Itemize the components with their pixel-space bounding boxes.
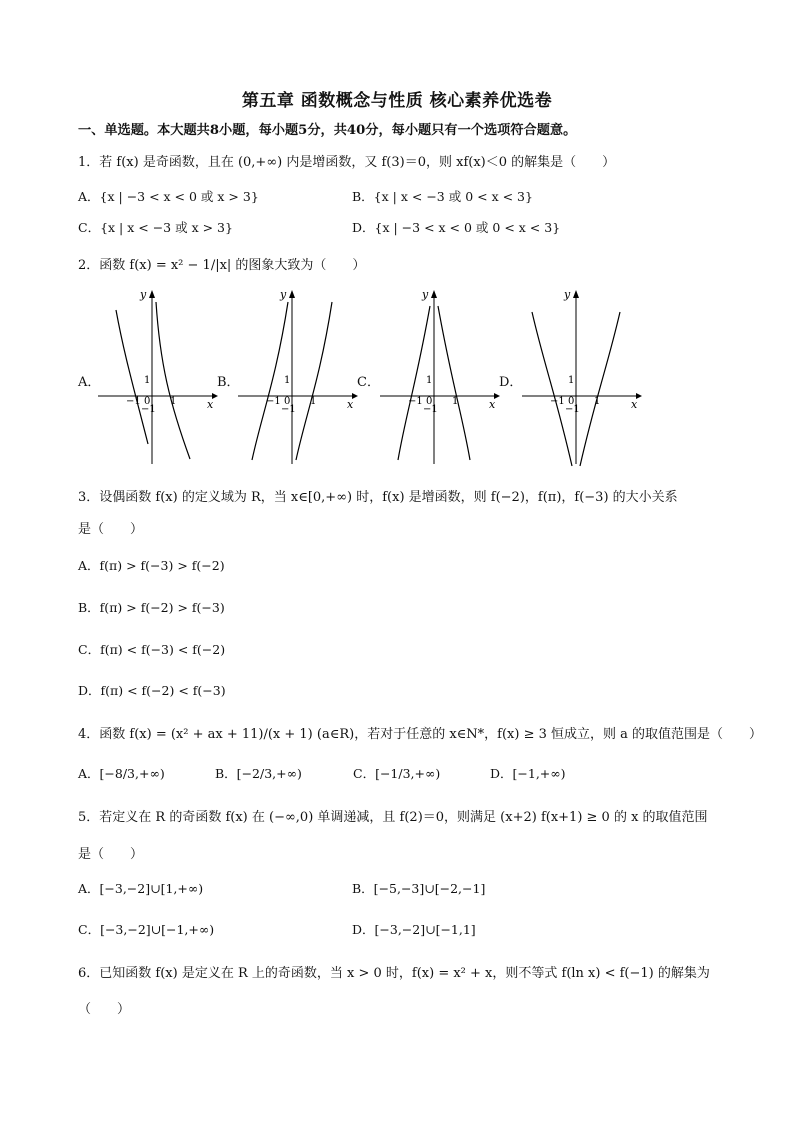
question-2-option-b[interactable]: B．: [217, 375, 240, 390]
question-3-stem-line2: 是（ ）: [78, 522, 144, 537]
tick-minus-one-x: −1: [550, 396, 565, 407]
x-axis-label: x: [631, 398, 638, 411]
question-3-option-d[interactable]: D．f(π) < f(−2) < f(−3): [78, 683, 226, 698]
question-1-option-c[interactable]: C．{x | x < −3 或 x > 3}: [78, 220, 233, 235]
tick-origin: 0: [426, 396, 433, 407]
question-2-stem: 2．函数 f(x) = x² − 1/|x| 的图象大致为（ ）: [78, 258, 366, 273]
y-axis-arrow-icon: [431, 290, 437, 298]
x-axis-label: x: [347, 398, 354, 411]
question-2-option-d[interactable]: D．: [499, 375, 523, 390]
tick-one-x: 1: [310, 396, 317, 407]
question-1-option-a[interactable]: A．{x | −3 < x < 0 或 x > 3}: [78, 189, 259, 204]
curve-right: [156, 302, 190, 459]
question-1-option-b[interactable]: B．{x | x < −3 或 0 < x < 3}: [352, 189, 533, 204]
graph-b[interactable]: [234, 284, 360, 470]
question-5-stem-line1: 5．若定义在 R 的奇函数 f(x) 在 (−∞,0) 单调递减，且 f(2)＝0，则满足 (x+2) f(x+1) ≥ 0 的 x 的取值范围: [78, 810, 708, 825]
graph-c[interactable]: [376, 284, 502, 470]
tick-one: 1: [144, 375, 151, 386]
curve-left: [532, 312, 575, 466]
question-3-stem-line1: 3．设偶函数 f(x) 的定义域为 R，当 x∈[0,+∞) 时，f(x) 是增函数，则 f(−2)，f(π)，f(−3) 的大小关系: [78, 490, 678, 505]
question-5-stem-line2: 是（ ）: [78, 847, 144, 862]
tick-minus-one-x: −1: [266, 396, 281, 407]
tick-one-x: 1: [170, 396, 177, 407]
y-axis-label: y: [564, 288, 571, 301]
tick-origin: 0: [284, 396, 291, 407]
question-5-option-d[interactable]: D．[−3,−2]∪[−1,1]: [352, 922, 476, 937]
graph-d[interactable]: [518, 284, 644, 470]
y-axis-label: y: [280, 288, 287, 301]
y-axis-label: y: [140, 288, 147, 301]
tick-minus-one-y: −1: [423, 404, 438, 415]
tick-origin: 0: [568, 396, 575, 407]
question-1-stem: 1．若 f(x) 是奇函数，且在 (0,+∞) 内是增函数，又 f(3)＝0，则 xf(x)＜0 的解集是（ ）: [78, 155, 616, 170]
tick-minus-one-y: −1: [565, 404, 580, 415]
question-5-option-c[interactable]: C．[−3,−2]∪[−1,+∞): [78, 922, 215, 937]
y-axis-arrow-icon: [289, 290, 295, 298]
tick-one: 1: [284, 375, 291, 386]
tick-one: 1: [568, 375, 575, 386]
tick-one: 1: [426, 375, 433, 386]
question-3-option-c[interactable]: C．f(π) < f(−3) < f(−2): [78, 642, 226, 657]
question-4-option-d[interactable]: D．[−1,+∞): [490, 766, 566, 781]
y-axis-label: y: [422, 288, 429, 301]
tick-minus-one-y: −1: [141, 404, 156, 415]
curve-right: [438, 306, 470, 460]
tick-minus-one-y: −1: [281, 404, 296, 415]
section-header: 一、单选题。本大题共8小题，每小题5分，共40分，每小题只有一个选项符合题意。: [78, 123, 577, 138]
y-axis-arrow-icon: [149, 290, 155, 298]
curve-left: [252, 302, 291, 460]
graph-a[interactable]: [94, 284, 220, 470]
curve-right: [580, 312, 620, 466]
question-5-option-b[interactable]: B．[−5,−3]∪[−2,−1]: [352, 881, 486, 896]
tick-minus-one-x: −1: [408, 396, 423, 407]
question-4-option-a[interactable]: A．[−8/3,+∞): [78, 766, 165, 781]
curve-right: [296, 302, 332, 460]
tick-origin: 0: [144, 396, 151, 407]
question-4-option-b[interactable]: B．[−2/3,+∞): [215, 766, 302, 781]
tick-minus-one-x: −1: [126, 396, 141, 407]
page-title: 第五章 函数概念与性质 核心素养优选卷: [241, 91, 553, 111]
question-4-option-c[interactable]: C．[−1/3,+∞): [353, 766, 441, 781]
question-4-stem: 4．函数 f(x) = (x² + ax + 11)/(x + 1) (a∈R)，若对于任意的 x∈N*，f(x) ≥ 3 恒成立，则 a 的取值范围是（ ）: [78, 727, 763, 742]
question-2-option-c[interactable]: C．: [357, 375, 380, 390]
x-axis-label: x: [489, 398, 496, 411]
question-5-option-a[interactable]: A．[−3,−2]∪[1,+∞): [78, 881, 204, 896]
tick-one-x: 1: [594, 396, 601, 407]
question-6-stem-line2: （ ）: [78, 1002, 131, 1017]
question-3-option-a[interactable]: A．f(π) > f(−3) > f(−2): [78, 558, 225, 573]
x-axis-label: x: [207, 398, 214, 411]
tick-one-x: 1: [452, 396, 459, 407]
question-6-stem-line1: 6．已知函数 f(x) 是定义在 R 上的奇函数，当 x > 0 时，f(x) = x² + x，则不等式 f(ln x) < f(−1) 的解集为: [78, 966, 710, 981]
y-axis-arrow-icon: [573, 290, 579, 298]
question-3-option-b[interactable]: B．f(π) > f(−2) > f(−3): [78, 600, 225, 615]
question-2-option-a[interactable]: A．: [78, 375, 101, 390]
question-1-option-d[interactable]: D．{x | −3 < x < 0 或 0 < x < 3}: [352, 220, 561, 235]
